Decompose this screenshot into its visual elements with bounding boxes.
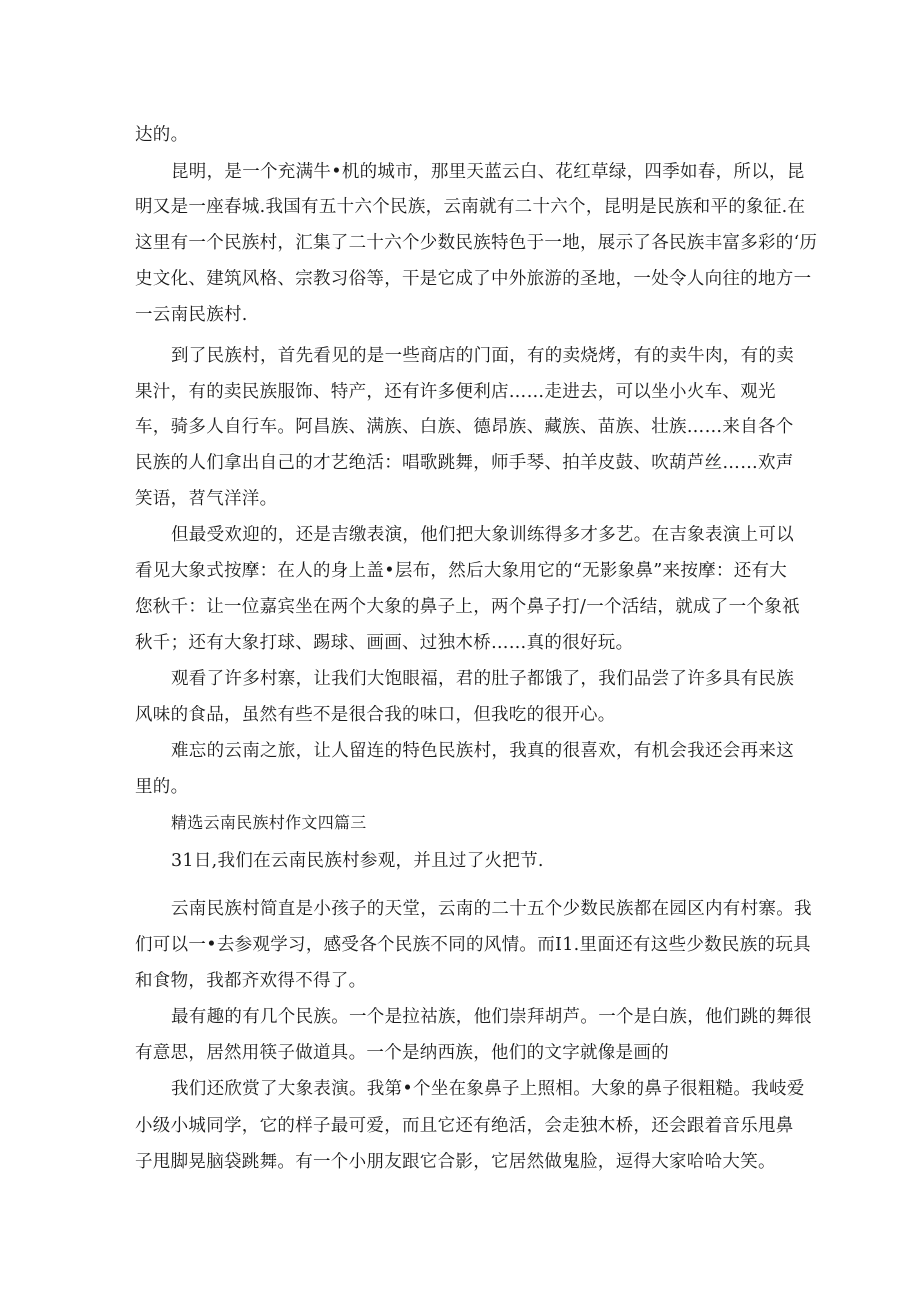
text-line: 果汁，有的卖民族服饰、特产，还有许多便利店……走进去，可以坐小火车、观光 bbox=[135, 382, 776, 402]
text-line: 31日,我们在云南民族村参观，并且过了火把节. bbox=[171, 851, 544, 871]
text-line: 笑语，苕气洋洋。 bbox=[135, 489, 278, 509]
text-line: 史文化、建筑风格、宗教习俗等，干是它成了中外旅游的圣地，一处令人向往的地方一 bbox=[135, 269, 812, 289]
text-line: 看见大象式按摩：在人的身上盖•层布，然后大象用它的“无影象鼻”来按摩：还有大 bbox=[135, 561, 788, 581]
text-line: 和食物，我都齐欢得不得了。 bbox=[135, 971, 367, 991]
text-line: 有意思，居然用筷子做道具。一个是纳西族，他们的文字就像是画的 bbox=[135, 1043, 669, 1063]
text-line: 秋千；还有大象打球、踢球、画画、过独木桥……真的很好玩。 bbox=[135, 633, 634, 653]
text-line: 到了民族村，首先看见的是一些商店的门面，有的卖烧烤，有的卖牛肉，有的卖 bbox=[171, 346, 794, 366]
text-line: 您秋千：让一位嘉宾坐在两个大象的鼻子上，两个鼻子打/一个活结，就成了一个象祇 bbox=[135, 597, 800, 617]
text-line: 昆明，是一个充满牛•机的城市，那里天蓝云白、花红草绿，四季如春，所以，昆 bbox=[171, 162, 805, 182]
text-line: 风味的食品，虽然有些不是很合我的味口，但我吃的很开心。 bbox=[135, 705, 616, 725]
section-heading: 精选云南民族村作文四篇三 bbox=[171, 813, 367, 832]
text-line: 们可以一•去参观学习，感受各个民族不同的风情。而I1.里面还有这些少数民族的玩具 bbox=[135, 935, 811, 955]
text-line: 但最受欢迎的，还是吉缴表演，他们把大象训练得多才多艺。在吉象表演上可以 bbox=[171, 525, 794, 545]
text-line: 难忘的云南之旅，让人留连的特色民族村，我真的很喜欢，有机会我还会再来这 bbox=[171, 741, 794, 761]
text-line: 民族的人们拿出自己的才艺绝活：唱歌跳舞，师手琴、拍羊皮鼓、吹葫芦丝……欢声 bbox=[135, 453, 794, 473]
text-line: 小级小城同学，它的样子最可爱，而且它还有绝活，会走独木桥，还会跟着音乐甩鼻 bbox=[135, 1116, 794, 1136]
text-line: 车，骑多人自行车。阿昌族、满族、白族、德昂族、藏族、苗族、壮族……来自各个 bbox=[135, 417, 794, 437]
text-line: 这里有一个民族村，汇集了二十六个少数民族特色于一地，展示了各民族丰富多彩的‘历 bbox=[135, 233, 818, 253]
text-line: 我们还欣赏了大象表演。我第•个坐在象鼻子上照相。大象的鼻子很粗糙。我岐爱 bbox=[171, 1079, 805, 1099]
text-line: 最有趣的有几个民族。一个是拉祜族，他们崇拜胡芦。一个是白族，他们跳的舞很 bbox=[171, 1007, 812, 1027]
text-line: 子甩脚晃脑袋跳舞。有一个小朋友跟它合影，它居然做鬼脸，逗得大家哈哈大笑。 bbox=[135, 1152, 776, 1172]
text-line: 明又是一座春城.我国有五十六个民族，云南就有二十六个，昆明是民族和平的象征.在 bbox=[135, 197, 806, 217]
text-line: 达的。 bbox=[135, 125, 189, 145]
text-line: 一云南民族村. bbox=[135, 305, 248, 325]
text-line: 里的。 bbox=[135, 777, 189, 797]
text-line: 云南民族村简直是小孩子的天堂，云南的二十五个少数民族都在园区内有村寨。我 bbox=[171, 899, 812, 919]
text-line: 观看了许多村寨，让我们大饱眼福，君的肚子都饿了，我们品尝了许多具有民族 bbox=[171, 669, 794, 689]
